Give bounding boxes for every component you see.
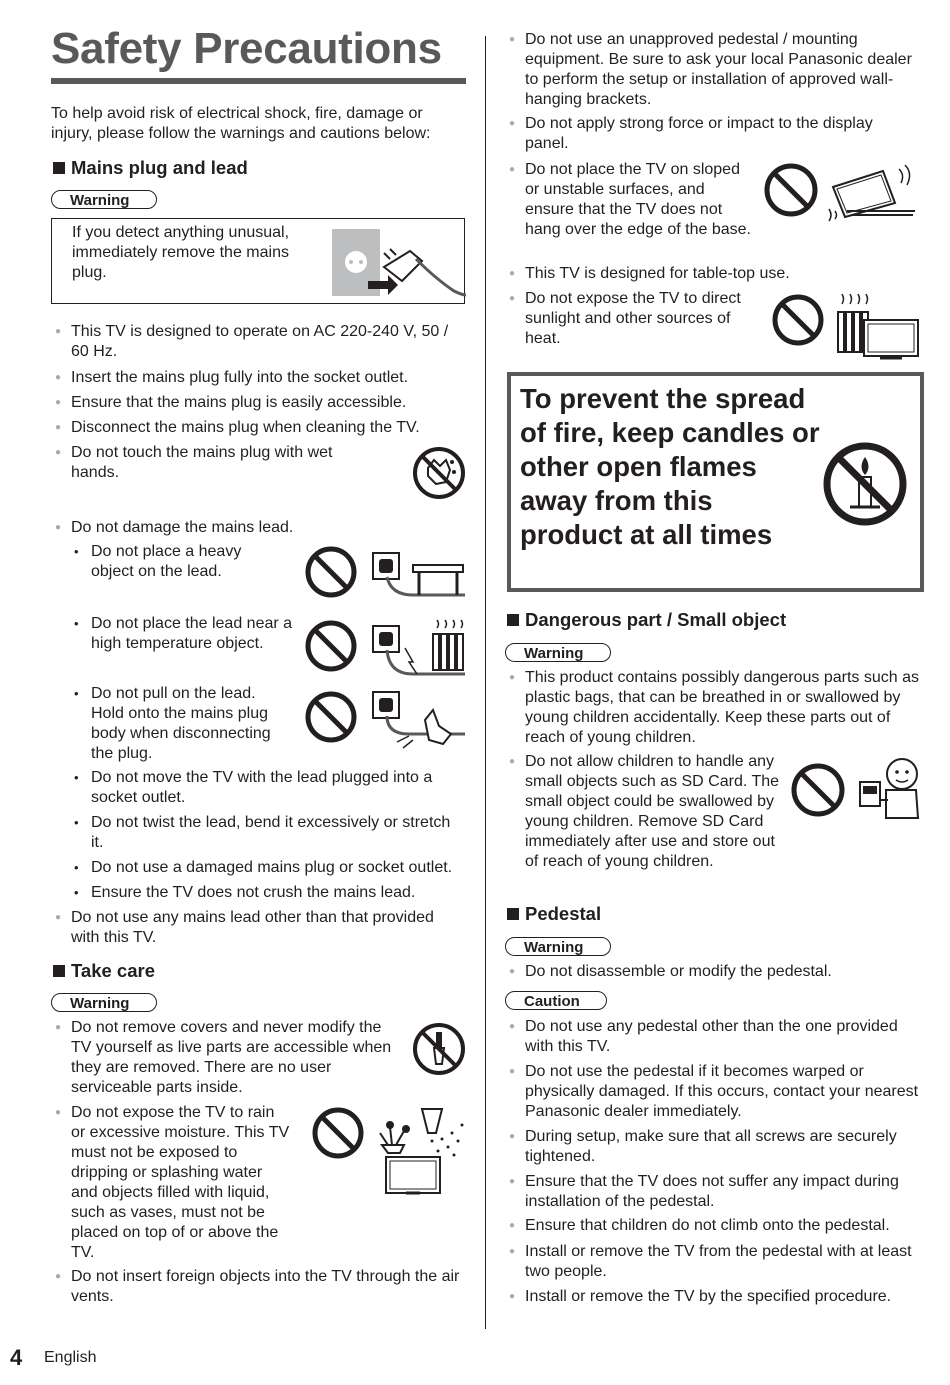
sub-list-item: • Do not pull on the lead. Hold onto the mains plug body when disconnecting the plug. [91, 684, 291, 764]
list-item: ● Ensure that children do not climb onto the pedestal. [525, 1216, 920, 1236]
take-care-heading: Take care [53, 960, 155, 982]
no-wet-hands-icon [412, 446, 466, 500]
square-bullet-icon [507, 614, 519, 626]
intro-text: To help avoid risk of electrical shock, fire, damage or injury, please follow the warnings and cautions below: [51, 105, 431, 142]
list-item: ● Install or remove the TV by the specified procedure. [525, 1287, 920, 1307]
sub-list-item: • Do not place a heavy object on the lead. [91, 542, 261, 582]
list-item: ● Do not use any mains lead other than that provided with this TV. [71, 908, 461, 948]
sub-list-item: • Do not place the lead near a high temperature object. [91, 614, 301, 654]
warning-label: Warning [505, 937, 611, 956]
list-item: ● Ensure that the mains plug is easily accessible. [71, 393, 461, 413]
dangerous-heading: Dangerous part / Small object [507, 609, 786, 631]
square-bullet-icon [507, 908, 519, 920]
sub-list-item: • Do not move the TV with the lead plugged into a socket outlet. [91, 768, 463, 808]
heavy-object-icon [305, 545, 465, 601]
pull-lead-icon [305, 690, 465, 750]
heat-sunlight-icon [772, 292, 922, 360]
list-item: ● Do not allow children to handle any small objects such as SD Card. The small object could be swallowed by young children. Remove SD Card immediately after use and store out of reach of young children. [525, 752, 780, 872]
warning-label: Warning [505, 643, 611, 662]
list-item: ● Ensure that the TV does not suffer any impact during installation of the pedestal. [525, 1172, 920, 1212]
list-item: ● Do not touch the mains plug with wet hands. [71, 443, 361, 483]
title-rule [51, 78, 466, 84]
list-item: ● Install or remove the TV from the pedestal with at least two people. [525, 1242, 920, 1282]
sub-list-item: • Do not twist the lead, bend it excessively or stretch it. [91, 813, 463, 853]
list-item: ● Do not damage the mains lead. [71, 518, 461, 538]
page-number: 4 [10, 1345, 23, 1370]
caution-label: Caution [505, 991, 607, 1010]
no-disassembly-icon [412, 1022, 466, 1076]
list-item: ● Do not use any pedestal other than the one provided with this TV. [525, 1017, 920, 1057]
list-item: ● Do not use the pedestal if it becomes warped or physically damaged. If this occurs, contact your nearest Panasonic dealer immediately. [525, 1062, 920, 1122]
page-title: Safety Precautions [51, 24, 442, 73]
column-divider [485, 36, 486, 1329]
unstable-surface-icon [763, 163, 918, 225]
list-item: ● Do not expose the TV to direct sunlight and other sources of heat. [525, 289, 760, 349]
fire-warning-text: To prevent the spread of fire, keep candles or other open flames away from this product at all times [520, 383, 820, 550]
sub-list-item: • Ensure the TV does not crush the mains lead. [91, 883, 463, 903]
unplug-icon [332, 229, 466, 309]
square-bullet-icon [53, 162, 65, 174]
no-open-flame-icon [822, 441, 908, 527]
list-item: ● This product contains possibly dangerous parts such as plastic bags, that can be breathed in or swallowed by young children accidentally. Keep these parts out of reach of young children. [525, 668, 920, 748]
warning-label: Warning [51, 190, 157, 209]
list-item: ● Insert the mains plug fully into the socket outlet. [71, 368, 461, 388]
language-label: English [44, 1349, 97, 1366]
list-item: ● Disconnect the mains plug when cleaning the TV. [71, 418, 461, 438]
no-moisture-icon [312, 1105, 467, 1200]
list-item: ● Do not disassemble or modify the pedestal. [525, 962, 920, 982]
list-item: ● This TV is designed for table-top use. [525, 264, 915, 284]
list-item: ● Do not insert foreign objects into the TV through the air vents. [71, 1267, 461, 1307]
mains-heading: Mains plug and lead [53, 157, 248, 179]
pedestal-heading: Pedestal [507, 903, 601, 925]
square-bullet-icon [53, 965, 65, 977]
list-item: ● Do not expose the TV to rain or excessive moisture. This TV must not be exposed to dripping or splashing water and objects filled with liquid, such as vases, must not be placed on top of or above the TV. [71, 1103, 291, 1263]
list-item: ● Do not apply strong force or impact to the display panel. [525, 114, 900, 154]
list-item: ● During setup, make sure that all screws are securely tightened. [525, 1127, 920, 1167]
small-object-icon [790, 756, 922, 826]
list-item: ● Do not remove covers and never modify the TV yourself as live parts are accessible when they are removed. There are no user serviceable parts inside. [71, 1018, 396, 1098]
list-item: ● Do not use an unapproved pedestal / mounting equipment. Be sure to ask your local Panasonic dealer to perform the setup or installation of approved wall-hanging brackets. [525, 30, 920, 110]
sub-list-item: • Do not use a damaged mains plug or socket outlet. [91, 858, 471, 878]
list-item: ● Do not place the TV on sloped or unstable surfaces, and ensure that the TV does not hang over the edge of the base. [525, 160, 755, 240]
warning-box-text: If you detect anything unusual, immediately remove the mains plug. [72, 224, 290, 281]
heat-near-lead-icon [305, 618, 465, 678]
warning-label: Warning [51, 993, 157, 1012]
list-item: ● This TV is designed to operate on AC 220-240 V, 50 / 60 Hz. [71, 322, 451, 362]
